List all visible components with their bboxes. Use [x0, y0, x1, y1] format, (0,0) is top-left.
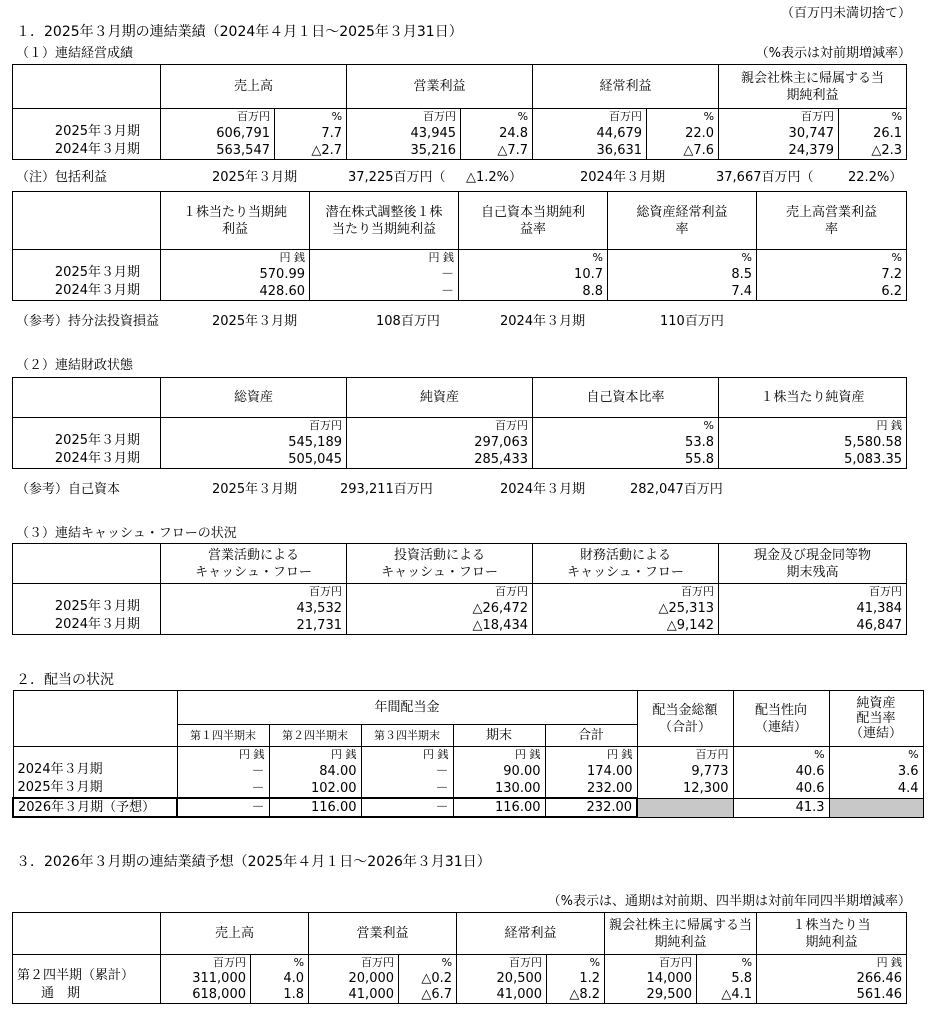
value-cell: 9,773 [637, 763, 733, 780]
row-label: 2025年３月期 [54, 124, 140, 139]
unit-cell: 円 銭 [757, 955, 907, 971]
value-cell: 570.99 [161, 266, 310, 283]
value-cell: 7.4 [608, 283, 757, 301]
value-cell: △2.3 [839, 142, 907, 160]
value-cell: △7.7 [461, 142, 533, 160]
value-cell: 24,379 [719, 142, 839, 160]
header-roe: 自己資本当期純利益率 [459, 192, 608, 250]
equity-period1: 2025年３月期 [212, 482, 298, 497]
value-cell: 7.7 [275, 125, 347, 142]
unit-cell: % [733, 747, 829, 763]
value-cell: 29,500 [605, 987, 697, 1004]
value-cell: △2.7 [275, 142, 347, 160]
row-label: 通 期 [41, 986, 81, 1001]
row-label: 2025年３月期 [54, 599, 140, 614]
value-cell: 428.60 [161, 283, 310, 301]
header-annual-dividend: 年間配当金 [177, 691, 637, 725]
equity-method-label: （参考）持分法投資損益 [16, 314, 160, 329]
unit-cell: 百万円 [347, 109, 461, 125]
forecast-table [12, 912, 907, 1004]
value-cell: 5,580.58 [719, 434, 907, 451]
value-cell: 102.00 [269, 780, 361, 798]
header-eps: １株当たり当期純利益 [161, 192, 310, 250]
row-label: 2024年３月期 [54, 451, 140, 466]
header-financing-cf: 財務活動による キャッシュ・フロー [533, 544, 719, 584]
value-cell: 84.00 [269, 763, 361, 780]
value-cell: 232.00 [545, 780, 637, 798]
equity-period2: 2024年３月期 [500, 482, 586, 497]
value-cell: 561.46 [757, 987, 907, 1004]
row-label: 第２四半期（累計） [17, 968, 135, 983]
shaded-cell [829, 798, 923, 817]
row-label: 2025年３月期 [54, 265, 140, 280]
unit-cell: 円 銭 [453, 747, 545, 763]
value-cell: 505,045 [161, 451, 347, 469]
unit-cell: % [647, 109, 719, 125]
row-labels [13, 955, 161, 1004]
value-cell: 44,679 [533, 125, 647, 142]
header-doe: 純資産 配当率 （連結） [829, 691, 923, 747]
value-cell: 41.3 [733, 798, 829, 817]
equity-method-period1: 2025年３月期 [212, 314, 298, 329]
value-cell: 116.00 [269, 798, 361, 817]
corner-cell [13, 691, 177, 725]
row-label: 2024年３月期 [17, 762, 103, 777]
row-label: 2024年３月期 [54, 142, 140, 157]
unit-cell: 百万円 [637, 747, 733, 763]
value-cell: 14,000 [605, 970, 697, 986]
value-cell: 5,083.35 [719, 451, 907, 469]
corner-cell [13, 378, 161, 418]
header-ordinary-income: 経常利益 [533, 65, 719, 109]
unit-cell: 百万円 [161, 418, 347, 434]
value-cell: △4.1 [697, 987, 757, 1004]
unit-cell: % [533, 418, 719, 434]
unit-cell: 百万円 [533, 584, 719, 600]
value-cell: △8.2 [547, 987, 605, 1004]
value-cell: 618,000 [161, 987, 251, 1004]
row-label: 2025年３月期 [54, 433, 140, 448]
header-investing-cf: 投資活動による キャッシュ・フロー [347, 544, 533, 584]
value-cell: △6.7 [399, 987, 457, 1004]
value-cell: 43,532 [161, 600, 347, 617]
header-q1: 第１四半期末 [177, 725, 269, 747]
unit-cell: % [461, 109, 533, 125]
value-cell: 41,000 [309, 987, 399, 1004]
corner-cell [13, 65, 161, 109]
per-share-table [12, 191, 907, 301]
header-ordinary-income: 経常利益 [457, 913, 605, 955]
unit-cell: 百万円 [605, 955, 697, 971]
unit-cell: 百万円 [161, 109, 275, 125]
value-cell: － [177, 763, 269, 780]
header-q3: 第３四半期末 [361, 725, 453, 747]
value-cell: 30,747 [719, 125, 839, 142]
unit-cell: 百万円 [309, 955, 399, 971]
value-cell: 43,945 [347, 125, 461, 142]
header-net-income: 親会社株主に帰属する当期純利益 [605, 913, 757, 955]
equity-method-value1: 108百万円 [376, 314, 440, 329]
value-cell: 41,384 [719, 600, 907, 617]
value-cell: 3.6 [829, 763, 923, 780]
unit-cell: 円 銭 [361, 747, 453, 763]
equity-method-period2: 2024年３月期 [500, 314, 586, 329]
value-cell: 40.6 [733, 780, 829, 798]
cash-flow-table [12, 543, 907, 635]
value-cell: 7.2 [757, 266, 907, 283]
unit-cell: 百万円 [161, 955, 251, 971]
header-sales: 売上高 [161, 65, 347, 109]
corner-cell [13, 544, 161, 584]
pct-note: （%表示は対前期増減率） [755, 46, 911, 61]
financial-position-table [12, 377, 907, 469]
value-cell: 4.0 [251, 970, 309, 986]
section3-title: ３．2026年３月期の連結業績予想（2025年４月１日～2026年３月31日） [16, 854, 491, 870]
value-cell: △9,142 [533, 617, 719, 635]
equity-value2: 282,047百万円 [630, 482, 723, 497]
value-cell: 55.8 [533, 451, 719, 469]
unit-cell: % [399, 955, 457, 971]
value-cell: 12,300 [637, 780, 733, 798]
unit-cell: 百万円 [719, 109, 839, 125]
value-cell: 545,189 [161, 434, 347, 451]
sub2-title: （２）連結財政状態 [16, 358, 134, 373]
unit-cell: % [275, 109, 347, 125]
comprehensive-income-change1: △1.2%） [466, 170, 523, 185]
dividend-table [12, 690, 924, 818]
value-cell: 285,433 [347, 451, 533, 469]
value-cell: － [177, 798, 269, 817]
value-cell: 1.8 [251, 987, 309, 1004]
value-cell: 5.8 [697, 970, 757, 986]
value-cell: 20,000 [309, 970, 399, 986]
comprehensive-income-value1: 37,225百万円（ [348, 170, 446, 185]
value-cell: － [361, 763, 453, 780]
value-cell: △0.2 [399, 970, 457, 986]
header-q2: 第２四半期末 [269, 725, 361, 747]
header-diluted-eps: 潜在株式調整後１株当たり当期純利益 [310, 192, 459, 250]
value-cell: 8.5 [608, 266, 757, 283]
value-cell: － [361, 780, 453, 798]
value-cell: 40.6 [733, 763, 829, 780]
row-labels [13, 109, 161, 160]
value-cell: 130.00 [453, 780, 545, 798]
unit-cell: 円 銭 [269, 747, 361, 763]
value-cell: － [310, 266, 459, 283]
row-labels [13, 584, 161, 635]
comprehensive-income-period1: 2025年３月期 [212, 170, 298, 185]
header-operating-cf: 営業活動による キャッシュ・フロー [161, 544, 347, 584]
value-cell: 6.2 [757, 283, 907, 301]
value-cell: △7.6 [647, 142, 719, 160]
rounding-note: （百万円未満切捨て） [780, 6, 911, 21]
header-operating-income: 営業利益 [347, 65, 533, 109]
unit-cell: 百万円 [347, 584, 533, 600]
header-cash-balance: 現金及び現金同等物 期末残高 [719, 544, 907, 584]
header-payout-ratio: 配当性向 （連結） [733, 691, 829, 747]
value-cell: 90.00 [453, 763, 545, 780]
corner-cell [13, 913, 161, 955]
header-equity-ratio: 自己資本比率 [533, 378, 719, 418]
value-cell: 53.8 [533, 434, 719, 451]
header-total-assets: 総資産 [161, 378, 347, 418]
comprehensive-income-change2: 22.2%） [848, 170, 903, 185]
header-operating-margin: 売上高営業利益率 [757, 192, 907, 250]
value-cell: 22.0 [647, 125, 719, 142]
unit-cell: % [839, 109, 907, 125]
unit-cell: % [757, 250, 907, 266]
value-cell: － [361, 798, 453, 817]
header-net-assets: 純資産 [347, 378, 533, 418]
unit-cell: 円 銭 [719, 418, 907, 434]
unit-cell: % [547, 955, 605, 971]
unit-cell: % [608, 250, 757, 266]
header-net-income: 親会社株主に帰属する当期純利益 [719, 65, 907, 109]
row-label: 2025年３月期 [17, 780, 103, 795]
row-labels [13, 418, 161, 469]
header-roa: 総資産経常利益率 [608, 192, 757, 250]
unit-cell: 百万円 [347, 418, 533, 434]
value-cell: 232.00 [545, 798, 637, 817]
row-label: 2024年３月期 [54, 617, 140, 632]
value-cell: 20,500 [457, 970, 547, 986]
value-cell: 297,063 [347, 434, 533, 451]
operating-results-table [12, 64, 907, 160]
value-cell: 563,547 [161, 142, 275, 160]
value-cell: 266.46 [757, 970, 907, 986]
equity-method-value2: 110百万円 [660, 314, 724, 329]
header-operating-income: 営業利益 [309, 913, 457, 955]
value-cell: △18,434 [347, 617, 533, 635]
value-cell: 8.8 [459, 283, 608, 301]
equity-value1: 293,211百万円 [340, 482, 433, 497]
header-year-end: 期末 [453, 725, 545, 747]
corner-cell [13, 725, 177, 747]
row-label-forecast: 2026年３月期（予想） [13, 798, 177, 817]
value-cell: 1.2 [547, 970, 605, 986]
unit-cell: % [697, 955, 757, 971]
value-cell: 4.4 [829, 780, 923, 798]
unit-cell: 百万円 [719, 584, 907, 600]
corner-cell [13, 192, 161, 250]
shaded-cell [637, 798, 733, 817]
row-label: 2024年３月期 [54, 283, 140, 298]
forecast-pct-note: （%表示は、通期は対前期、四半期は対前年同四半期増減率） [547, 894, 911, 909]
value-cell: 10.7 [459, 266, 608, 283]
header-total-dividend: 配当金総額 （合計） [637, 691, 733, 747]
header-bps: １株当たり純資産 [719, 378, 907, 418]
value-cell: 174.00 [545, 763, 637, 780]
unit-cell: 円 銭 [161, 250, 310, 266]
equity-label: （参考）自己資本 [16, 482, 121, 497]
value-cell: 21,731 [161, 617, 347, 635]
comprehensive-income-period2: 2024年３月期 [580, 170, 666, 185]
value-cell: △26,472 [347, 600, 533, 617]
value-cell: 41,000 [457, 987, 547, 1004]
section1-title: １．2025年３月期の連結業績（2024年４月１日～2025年３月31日） [16, 24, 463, 40]
header-eps: １株当たり当期純利益 [757, 913, 907, 955]
header-total: 合計 [545, 725, 637, 747]
value-cell: 26.1 [839, 125, 907, 142]
value-cell: 24.8 [461, 125, 533, 142]
unit-cell: % [829, 747, 923, 763]
unit-cell: 百万円 [161, 584, 347, 600]
unit-cell: 円 銭 [310, 250, 459, 266]
unit-cell: 百万円 [457, 955, 547, 971]
comprehensive-income-label: （注）包括利益 [16, 170, 108, 185]
value-cell: 116.00 [453, 798, 545, 817]
value-cell: 36,631 [533, 142, 647, 160]
value-cell: 35,216 [347, 142, 461, 160]
row-labels [13, 747, 177, 799]
unit-cell: % [251, 955, 309, 971]
unit-cell: 百万円 [533, 109, 647, 125]
value-cell: － [177, 780, 269, 798]
value-cell: － [310, 283, 459, 301]
section2-title: ２．配当の状況 [16, 672, 114, 688]
unit-cell: 円 銭 [177, 747, 269, 763]
row-labels [13, 250, 161, 301]
value-cell: △25,313 [533, 600, 719, 617]
value-cell: 606,791 [161, 125, 275, 142]
sub1-title: （１）連結経営成績 [16, 46, 134, 61]
comprehensive-income-value2: 37,667百万円（ [716, 170, 814, 185]
value-cell: 46,847 [719, 617, 907, 635]
unit-cell: 円 銭 [545, 747, 637, 763]
sub3-title: （３）連結キャッシュ・フローの状況 [16, 526, 237, 541]
unit-cell: % [459, 250, 608, 266]
header-sales: 売上高 [161, 913, 309, 955]
value-cell: 311,000 [161, 970, 251, 986]
